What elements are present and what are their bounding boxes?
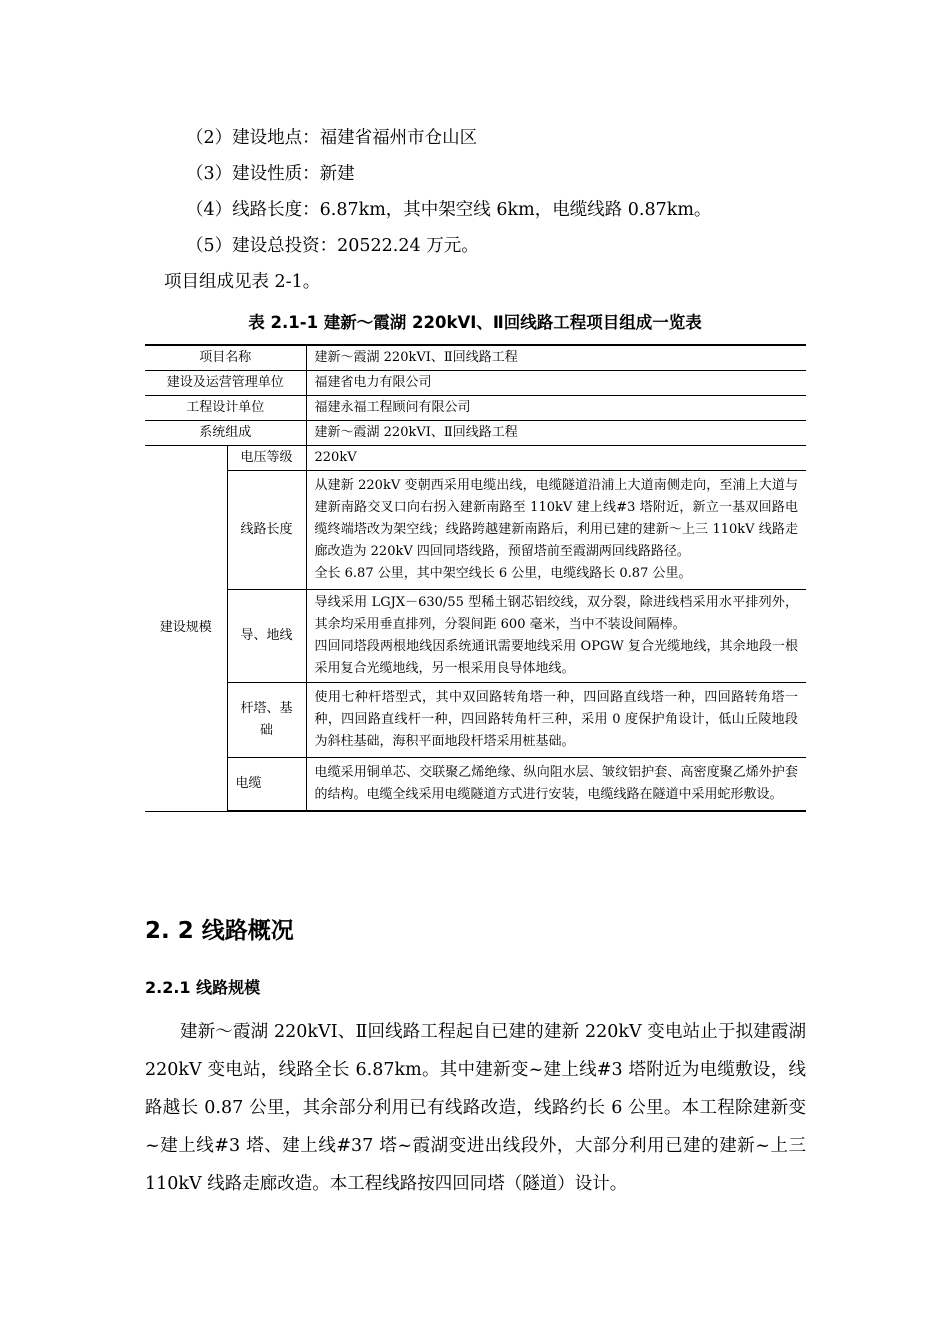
subsection-heading: 2.2.1 线路规模 xyxy=(145,978,261,997)
row-value-operator: 福建省电力有限公司 xyxy=(306,371,806,396)
scale-label-tower: 杆塔、基础 xyxy=(227,683,306,758)
table-row xyxy=(145,345,806,371)
line-length-total: 全长 6.87 公里，其中架空线长 6 公里，电缆线路长 0.87 公里。 xyxy=(314,566,692,581)
row-label-designer: 工程设计单位 xyxy=(145,396,306,421)
table-row xyxy=(145,471,806,590)
intro-line-length: （4）线路长度：6.87km，其中架空线 6km，电缆线路 0.87km。 xyxy=(186,200,712,220)
row-value-project-name: 建新～霞湖 220kVⅠ、Ⅱ回线路工程 xyxy=(306,345,806,371)
project-composition-table xyxy=(145,344,806,812)
scale-value-line-length xyxy=(306,471,806,590)
scale-label-voltage: 电压等级 xyxy=(227,446,306,471)
intro-line-location: （2）建设地点：福建省福州市仓山区 xyxy=(186,128,478,148)
scale-value-cable: 电缆采用铜单芯、交联聚乙烯绝缘、纵向阻水层、皱纹铝护套、高密度聚乙烯外护套的结构。电缆全线采用电缆隧道方式进行安装，电缆线路在隧道中采用蛇形敷设。 xyxy=(306,758,806,812)
scale-value-conductor xyxy=(306,590,806,683)
line-length-route: 从建新 220kV 变朝西采用电缆出线，电缆隧道沿浦上大道南侧走向，至浦上大道与建新南路交叉口向右拐入建新南路至 110kV 建上线#3 塔附近，新立一基双回路电缆终端塔改为架空线；线路跨越建新南路后，利用已建的建新～上三 110kV 线路走廊改造为 220kV 四回同塔线路，预留塔前至霞湖两回线路路径。 xyxy=(314,478,799,559)
conductor-description: 导线采用 LGJX－630/55 型稀土钢芯铝绞线，双分裂，除进线档采用水平排列外，其余均采用垂直排列，分裂间距 600 毫米，当中不装设间隔棒。 xyxy=(314,595,799,632)
intro-line-table-ref: 项目组成见表 2-1。 xyxy=(164,272,321,292)
table-row xyxy=(145,421,806,446)
section-heading: 2. 2 线路概况 xyxy=(145,918,294,944)
scale-label-cable: 电缆 xyxy=(227,758,306,812)
scale-value-tower: 使用七种杆塔型式，其中双回路转角塔一种，四回路直线塔一种，四回路转角塔一种，四回路直线杆一种，四回路转角杆三种，采用 0 度保护角设计，低山丘陵地段为斜柱基础，海积平面地段杆塔采用桩基础。 xyxy=(306,683,806,758)
ground-wire-description: 四回同塔段两根地线因系统通讯需要地线采用 OPGW 复合光缆地线，其余地段一根采用复合光缆地线，另一根采用良导体地线。 xyxy=(314,639,799,676)
scale-label-line-length: 线路长度 xyxy=(227,471,306,590)
table-row xyxy=(145,396,806,421)
table-row xyxy=(145,683,806,758)
scale-label-conductor: 导、地线 xyxy=(227,590,306,683)
table-row xyxy=(145,590,806,683)
body-paragraph: 建新～霞湖 220kVⅠ、Ⅱ回线路工程起自已建的建新 220kV 变电站止于拟建霞湖 220kV 变电站，线路全长 6.87km。其中建新变~建上线#3 塔附近为电缆敷设，线路越长 0.87 公里，其余部分利用已有线路改造，线路约长 6 公里。本工程除建新变~建上线#3 塔、建上线#37 塔~霞湖变进出线段外，大部分利用已建的建新~上三 110kV 线路走廊改造。本工程线路按四回同塔（隧道）设计。 xyxy=(145,1022,806,1194)
intro-line-investment: （5）建设总投资：20522.24 万元。 xyxy=(186,236,479,256)
table-row xyxy=(145,371,806,396)
table-row xyxy=(145,446,806,471)
row-value-system: 建新～霞湖 220kVⅠ、Ⅱ回线路工程 xyxy=(306,421,806,446)
group-label-scale: 建设规模 xyxy=(145,446,227,812)
table-row xyxy=(145,758,806,812)
scale-value-voltage: 220kV xyxy=(306,446,806,471)
row-label-operator: 建设及运营管理单位 xyxy=(145,371,306,396)
intro-line-nature: （3）建设性质：新建 xyxy=(186,164,355,184)
table-caption: 表 2.1-1 建新～霞湖 220kVⅠ、Ⅱ回线路工程项目组成一览表 xyxy=(248,313,702,332)
row-value-designer: 福建永福工程顾问有限公司 xyxy=(306,396,806,421)
row-label-system: 系统组成 xyxy=(145,421,306,446)
row-label-project-name: 项目名称 xyxy=(145,345,306,371)
